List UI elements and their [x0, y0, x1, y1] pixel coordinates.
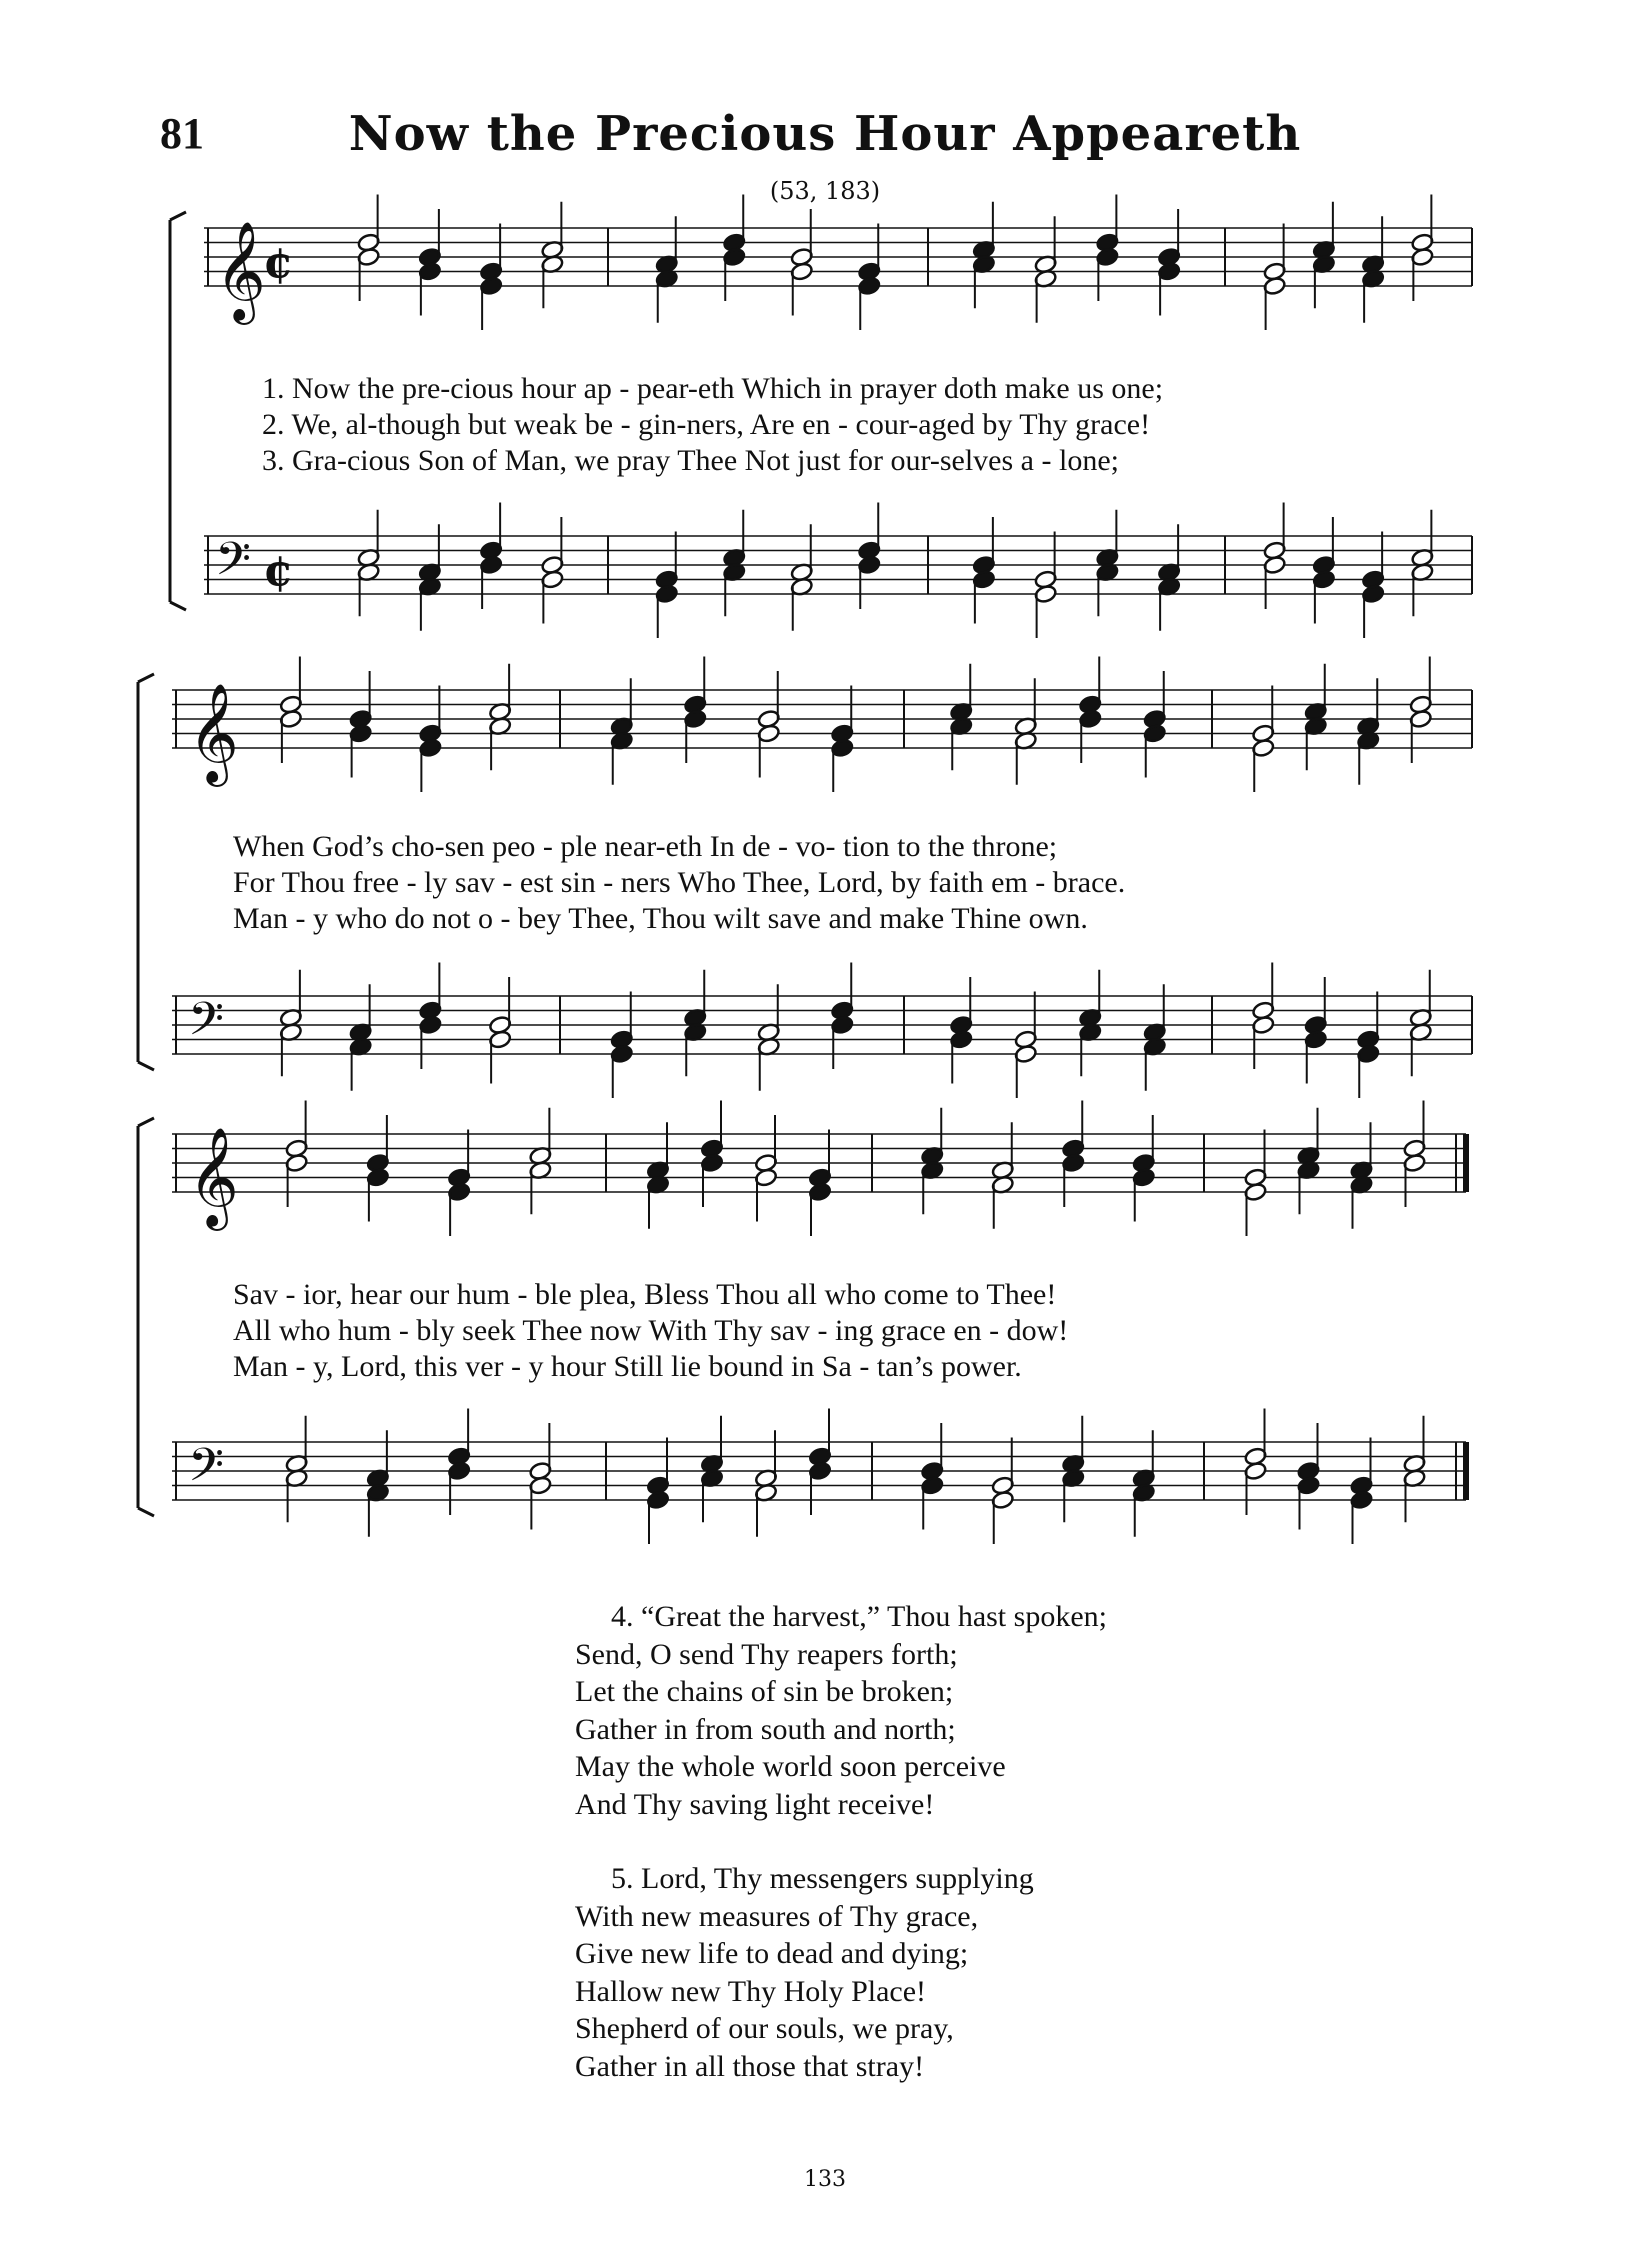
verse-line: 4. “Great the harvest,” Thou hast spoken;	[611, 1600, 1107, 1633]
verse-line: Let the chains of sin be broken;	[575, 1675, 954, 1708]
system-bracket	[170, 602, 186, 610]
system-bracket	[138, 1118, 154, 1126]
verse-line: With new measures of Thy grace,	[575, 1899, 979, 1933]
lyric-line: When God’s cho-sen peo - ple near-eth In de - vo- tion to the throne;	[233, 830, 1058, 863]
bass-clef-icon: 𝄢	[188, 992, 225, 1058]
verse-line: Shepherd of our souls, we pray,	[575, 2012, 954, 2045]
verse-line: Gather in all those that stray!	[575, 2049, 925, 2083]
treble-clef-icon: 𝄞	[188, 1127, 239, 1227]
system-bracket	[138, 1062, 154, 1070]
lyric-line: Man - y who do not o - bey Thee, Thou wilt save and make Thine own.	[233, 902, 1088, 935]
tune-reference: (53, 183)	[769, 177, 881, 205]
system-bracket	[138, 1508, 154, 1516]
cut-time-icon: ¢	[263, 237, 294, 289]
cut-time-icon: ¢	[263, 545, 294, 597]
treble-clef-icon: 𝄞	[215, 221, 266, 321]
lyric-line: 3. Gra-cious Son of Man, we pray Thee Not just for our-selves a - lone;	[262, 444, 1119, 477]
lyric-line: 1. Now the pre-cious hour ap - pear-eth Which in prayer doth make us one;	[262, 372, 1164, 405]
verse-line: And Thy saving light receive!	[575, 1787, 935, 1821]
lyric-line: For Thou free - ly sav - est sin - ners Who Thee, Lord, by faith em - brace.	[233, 866, 1126, 899]
verse-line: Send, O send Thy reapers forth;	[575, 1637, 958, 1671]
bass-clef-icon: 𝄢	[215, 532, 252, 598]
verse-line: Hallow new Thy Holy Place!	[575, 1974, 927, 2008]
verse-4	[575, 1598, 1107, 1823]
lyric-line: Sav - ior, hear our hum - ble plea, Bless Thou all who come to Thee!	[233, 1278, 1057, 1311]
verse-line: Gather in from south and north;	[575, 1712, 956, 1746]
verse-5	[575, 1860, 1034, 2085]
bass-clef-icon: 𝄢	[188, 1438, 225, 1504]
lyric-line: Man - y, Lord, this ver - y hour Still lie bound in Sa - tan’s power.	[233, 1350, 1022, 1383]
hymn-number: 81	[160, 109, 204, 158]
system-bracket	[138, 674, 154, 682]
system-bracket	[170, 212, 186, 220]
page-number: 133	[804, 2167, 846, 2192]
treble-clef-icon: 𝄞	[188, 683, 239, 783]
lyric-line: 2. We, al-though but weak be - gin-ners, Are en - cour-aged by Thy grace!	[262, 408, 1151, 441]
verse-line: May the whole world soon perceive	[575, 1750, 1006, 1783]
lyric-line: All who hum - bly seek Thee now With Thy sav - ing grace en - dow!	[233, 1314, 1069, 1347]
hymn-title: Now the Precious Hour Appeareth	[348, 106, 1302, 162]
verse-line: 5. Lord, Thy messengers supplying	[611, 1862, 1034, 1895]
verse-line: Give new life to dead and dying;	[575, 1937, 969, 1970]
